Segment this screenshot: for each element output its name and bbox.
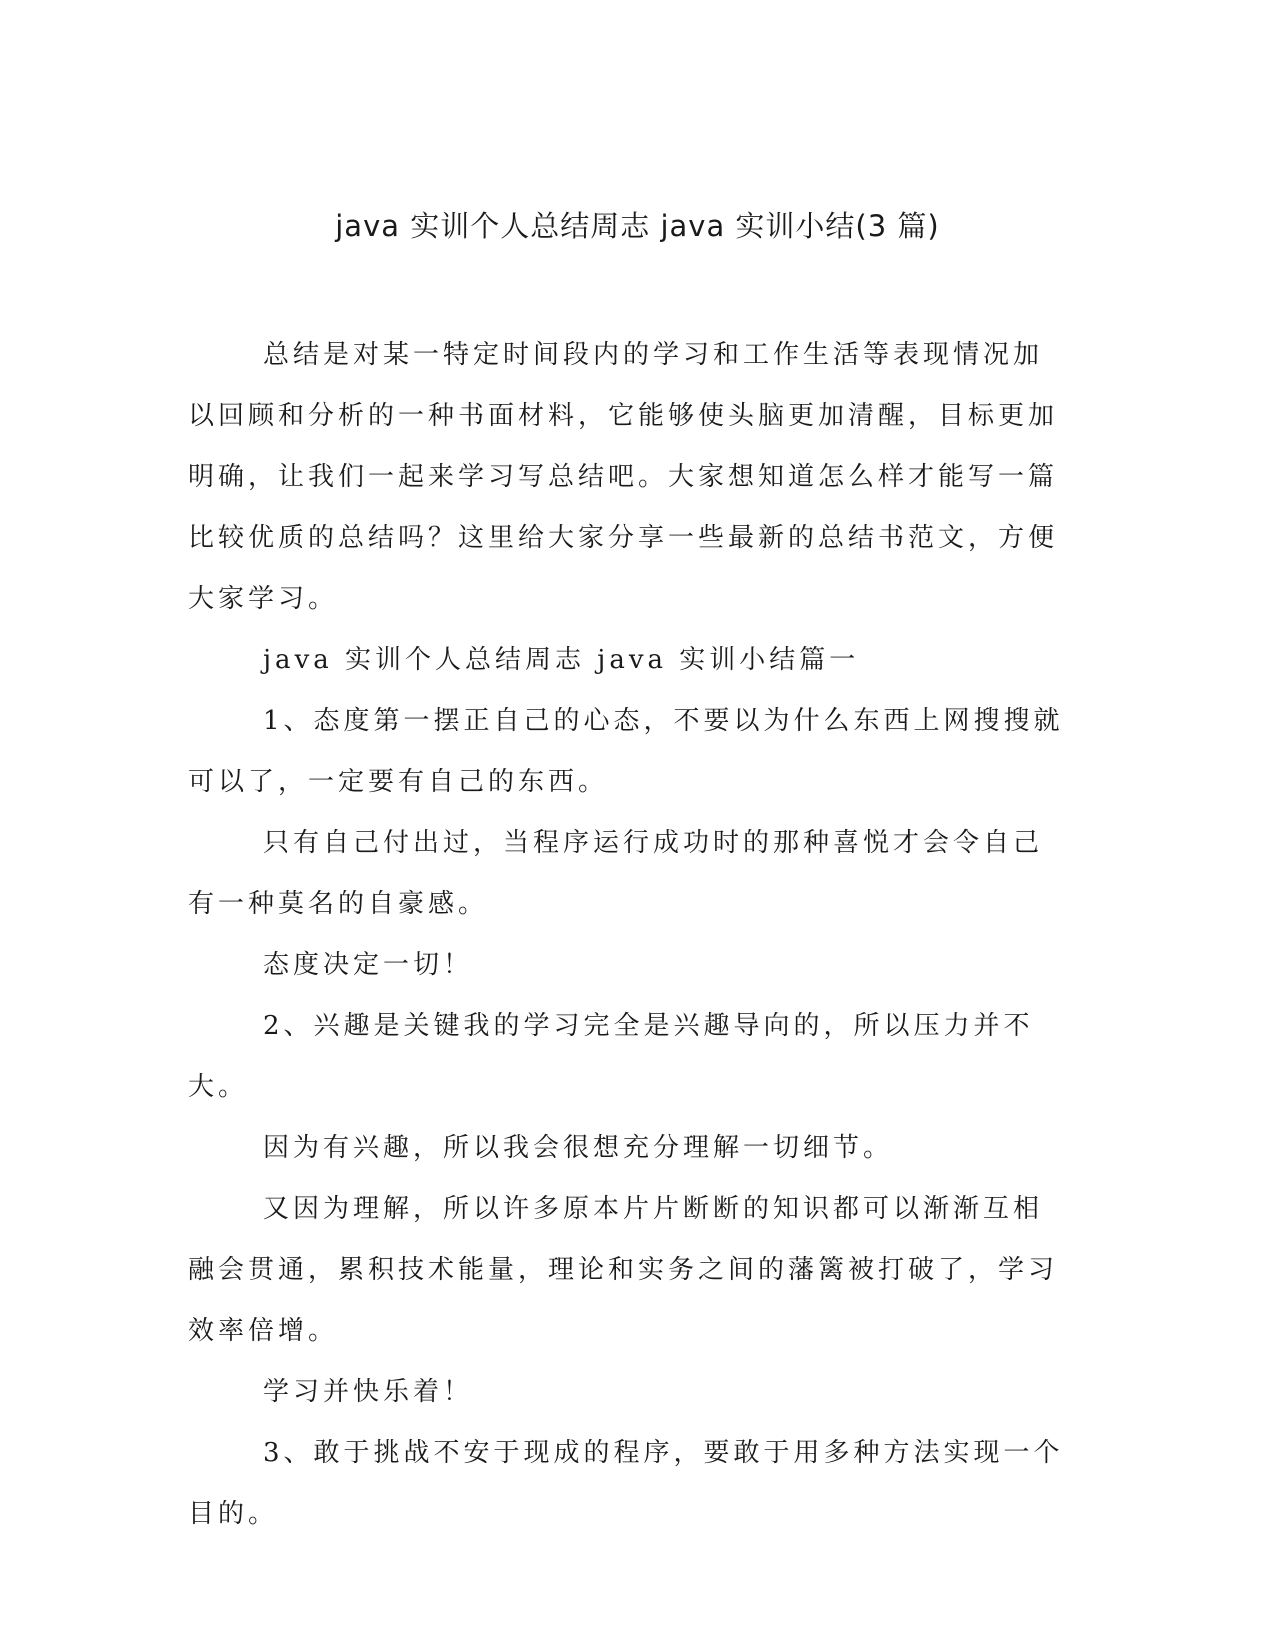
paragraph-point-2: 2、兴趣是关键我的学习完全是兴趣导向的，所以压力并不大。 (188, 1011, 1034, 1102)
paragraph: 又因为理解，所以许多原本片片断断的知识都可以渐渐互相融会贯通，累积技术能量，理论和实务之间的藩篱被打破了，学习效率倍增。 (188, 1194, 1059, 1346)
paragraph: 态度决定一切！ (263, 950, 474, 980)
document-body (188, 325, 1068, 1545)
paragraph-section-heading: java 实训个人总结周志 java 实训小结篇一 (263, 645, 860, 675)
paragraph: 因为有兴趣，所以我会很想充分理解一切细节。 (263, 1133, 894, 1163)
paragraph: 只有自己付出过，当程序运行成功时的那种喜悦才会令自己有一种莫名的自豪感。 (188, 828, 1044, 919)
paragraph-point-1: 1、态度第一摆正自己的心态，不要以为什么东西上网搜搜就可以了，一定要有自己的东西。 (188, 706, 1064, 797)
document-title: java 实训个人总结周志 java 实训小结(3 篇) (335, 209, 940, 243)
paragraph-point-3: 3、敢于挑战不安于现成的程序，要敢于用多种方法实现一个目的。 (188, 1438, 1064, 1529)
paragraph-intro: 总结是对某一特定时间段内的学习和工作生活等表现情况加以回顾和分析的一种书面材料，它能够使头脑更加清醒，目标更加明确，让我们一起来学习写总结吧。大家想知道怎么样才能写一篇比较优质的总结吗？这里给大家分享一些最新的总结书范文，方便大家学习。 (188, 340, 1059, 614)
paragraph: 学习并快乐着！ (263, 1377, 474, 1407)
